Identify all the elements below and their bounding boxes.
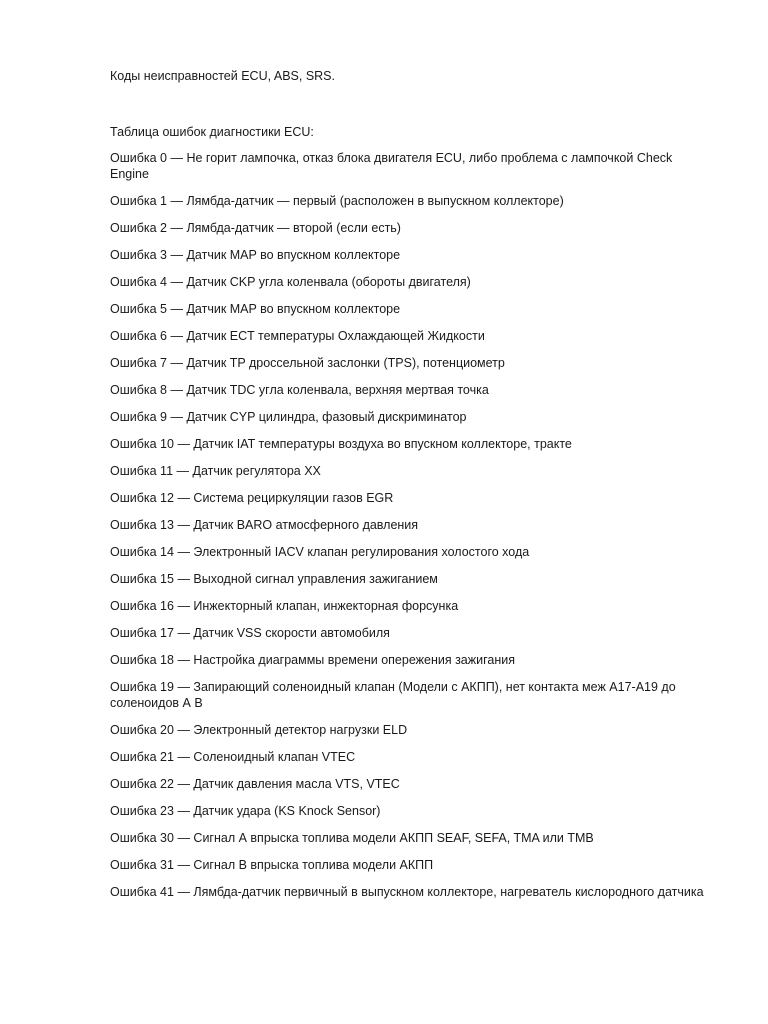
error-code-entry: Ошибка 10 — Датчик IAT температуры воздуха во впускном коллекторе, тракте	[110, 437, 572, 451]
document-page	[110, 68, 710, 911]
error-code-entry: Ошибка 9 — Датчик CYP цилиндра, фазовый дискриминатор	[110, 410, 467, 424]
error-code-entry: Ошибка 8 — Датчик TDC угла коленвала, верхняя мертвая точка	[110, 383, 489, 397]
error-code-entry: Ошибка 16 — Инжекторный клапан, инжекторная форсунка	[110, 599, 459, 613]
error-code-entry: Ошибка 2 — Лямбда-датчик — второй (если есть)	[110, 221, 401, 235]
error-code-entry: Ошибка 5 — Датчик MAP во впускном коллекторе	[110, 302, 401, 316]
error-code-entry: Ошибка 15 — Выходной сигнал управления зажиганием	[110, 572, 438, 586]
error-code-entry: Ошибка 30 — Сигнал А впрыска топлива модели АКПП SEAF, SEFA, TMA или TMB	[110, 831, 594, 845]
error-code-entry: Ошибка 21 — Соленоидный клапан VTEC	[110, 750, 356, 764]
error-code-entry: Ошибка 19 — Запирающий соленоидный клапан (Модели с АКПП), нет контакта меж A17-A19 до соленоидов А В	[110, 680, 676, 710]
table-title: Таблица ошибок диагностики ECU:	[110, 125, 314, 139]
error-code-entry: Ошибка 17 — Датчик VSS скорости автомобиля	[110, 626, 390, 640]
error-code-list	[110, 150, 710, 900]
error-code-entry: Ошибка 41 — Лямбда-датчик первичный в выпускном коллекторе, нагреватель кислородного датчика	[110, 885, 704, 899]
error-code-entry: Ошибка 14 — Электронный IACV клапан регулирования холостого хода	[110, 545, 530, 559]
error-code-entry: Ошибка 12 — Система рециркуляции газов EGR	[110, 491, 394, 505]
error-code-entry: Ошибка 7 — Датчик TP дроссельной заслонки (TPS), потенциометр	[110, 356, 505, 370]
error-code-entry: Ошибка 1 — Лямбда-датчик — первый (расположен в выпускном коллекторе)	[110, 194, 564, 208]
error-code-entry: Ошибка 20 — Электронный детектор нагрузки ELD	[110, 723, 408, 737]
error-code-entry: Ошибка 3 — Датчик MAP во впускном коллекторе	[110, 248, 401, 262]
error-code-entry: Ошибка 6 — Датчик ECT температуры Охлаждающей Жидкости	[110, 329, 485, 343]
error-code-entry: Ошибка 31 — Сигнал В впрыска топлива модели АКПП	[110, 858, 434, 872]
document-title: Коды неисправностей ECU, ABS, SRS.	[110, 69, 335, 83]
error-code-entry: Ошибка 13 — Датчик BARO атмосферного давления	[110, 518, 419, 532]
error-code-entry: Ошибка 11 — Датчик регулятора ХХ	[110, 464, 321, 478]
error-code-entry: Ошибка 4 — Датчик CKP угла коленвала (обороты двигателя)	[110, 275, 471, 289]
error-code-entry: Ошибка 0 — Не горит лампочка, отказ блока двигателя ECU, либо проблема с лампочкой Check Engine	[110, 151, 673, 181]
error-code-entry: Ошибка 23 — Датчик удара (KS Knock Sensor)	[110, 804, 381, 818]
error-code-entry: Ошибка 18 — Настройка диаграммы времени опережения зажигания	[110, 653, 515, 667]
error-code-entry: Ошибка 22 — Датчик давления масла VTS, VTEC	[110, 777, 400, 791]
